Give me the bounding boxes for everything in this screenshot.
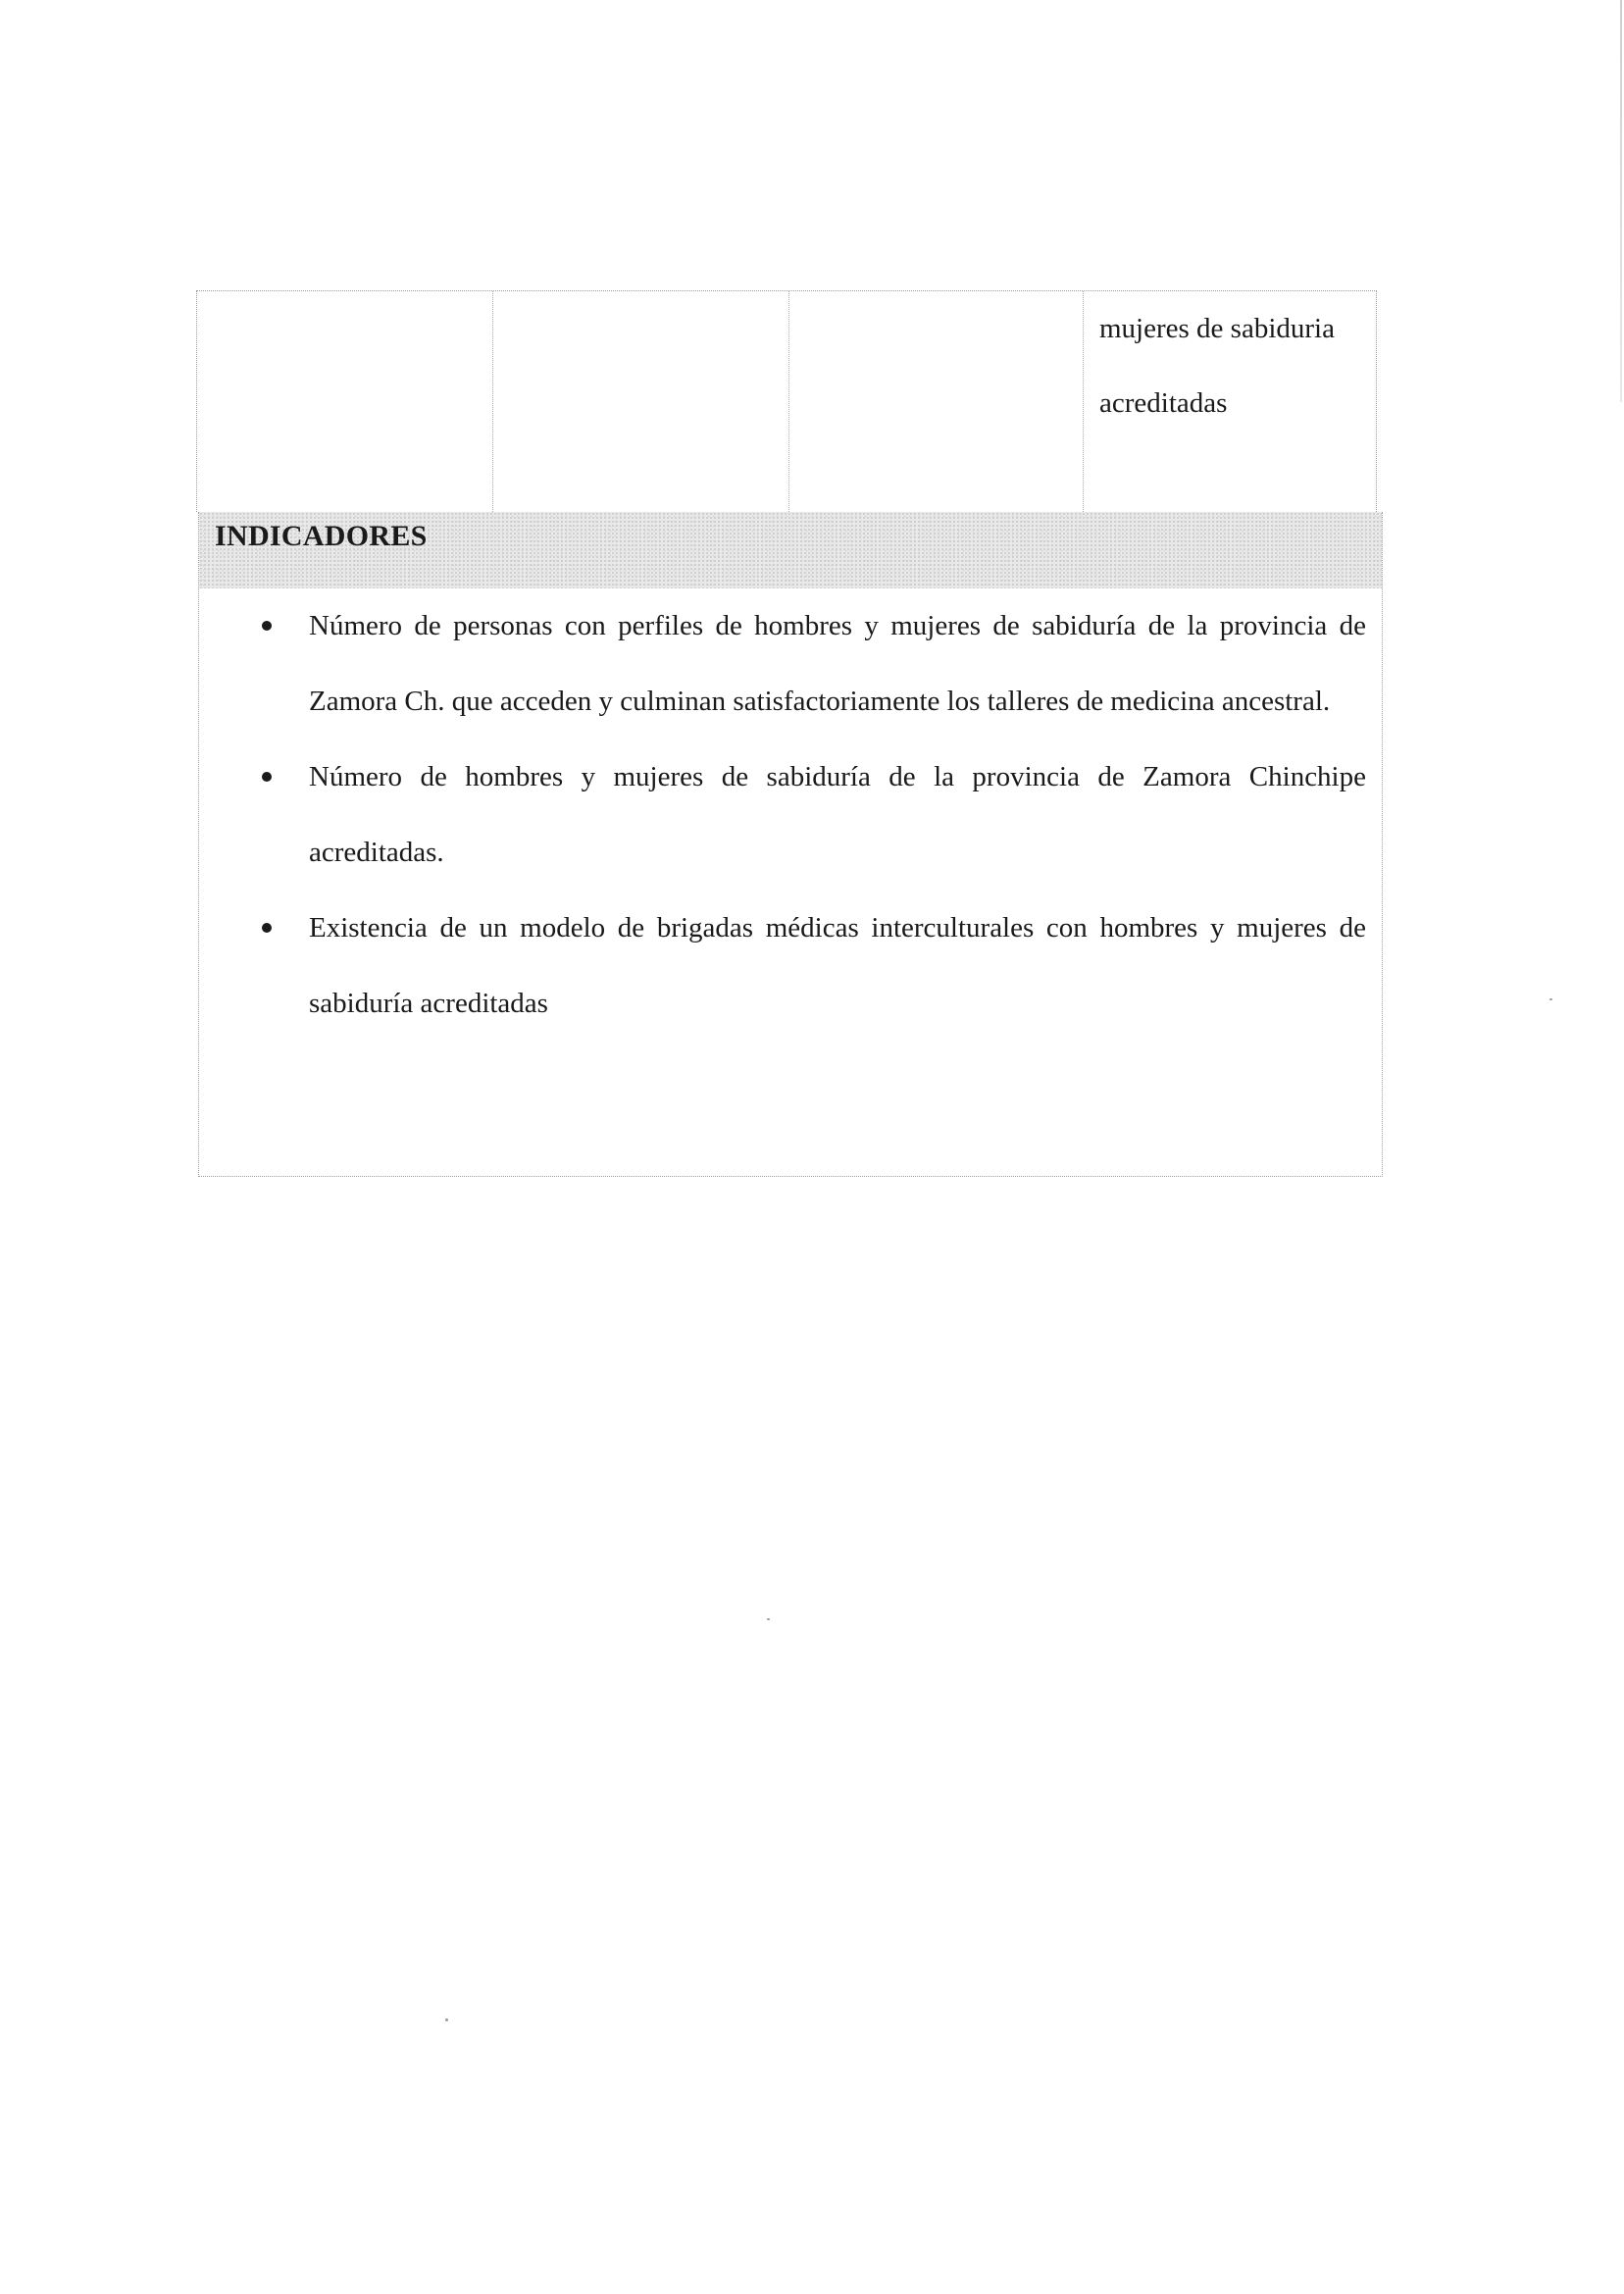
list-item-text: Número de personas con perfiles de hombres y mujeres de sabiduría de la provincia de Zamora Ch. que acceden y culminan satisfactoriamente los talleres de medicina ancestral. bbox=[309, 610, 1366, 717]
scan-speck bbox=[767, 1618, 770, 1620]
section-heading: INDICADORES bbox=[215, 520, 428, 552]
table-cell-empty bbox=[197, 291, 493, 512]
scan-edge-mark bbox=[1620, 0, 1622, 402]
bullet-icon bbox=[262, 772, 272, 782]
list-item bbox=[199, 588, 1382, 739]
table-cell-empty bbox=[789, 291, 1084, 512]
scan-speck bbox=[445, 2018, 448, 2021]
scan-speck bbox=[1549, 998, 1552, 1000]
indicators-section bbox=[198, 512, 1383, 1177]
table-continuation-row bbox=[196, 290, 1377, 512]
table-cell-empty bbox=[493, 291, 789, 512]
bullet-icon bbox=[262, 923, 272, 933]
cell-line: acreditadas bbox=[1099, 387, 1228, 419]
list-item bbox=[199, 891, 1382, 1042]
list-item-text: Número de hombres y mujeres de sabiduría de la provincia de Zamora Chinchipe acreditadas. bbox=[309, 761, 1366, 868]
list-item-text: Existencia de un modelo de brigadas médicas interculturales con hombres y mujeres de sabiduría acreditadas bbox=[309, 912, 1366, 1019]
cell-paragraph bbox=[1099, 291, 1362, 440]
table-cell-text bbox=[1084, 291, 1376, 512]
indicators-list bbox=[199, 588, 1382, 1042]
cell-line: mujeres de sabiduria bbox=[1099, 313, 1335, 344]
bullet-icon bbox=[262, 621, 272, 631]
list-item bbox=[199, 739, 1382, 891]
indicators-header bbox=[199, 512, 1382, 588]
